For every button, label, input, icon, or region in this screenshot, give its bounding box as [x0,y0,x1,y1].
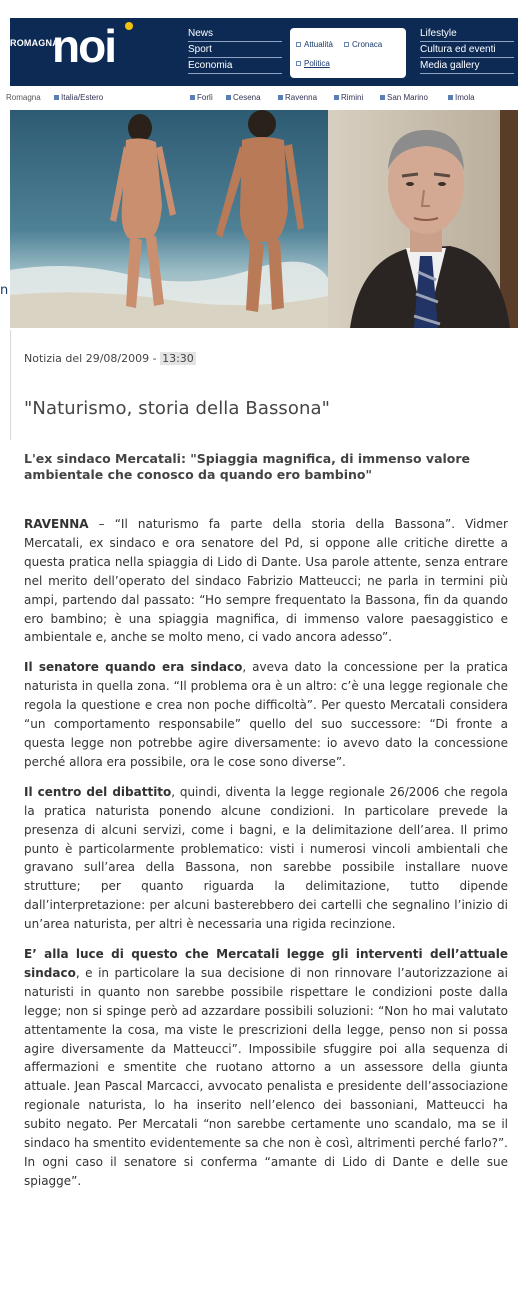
article-container [24,340,508,1202]
edge-text-fragment: n [0,283,9,298]
subnav-label: Cronaca [352,40,383,49]
subnav-attualita[interactable] [296,39,333,51]
paragraph-text: , quindi, diventa la legge regionale 26/2006 che regola la pratica naturista ponendo alcune condizioni. In particolare prevede la presenza di alcuni servizi, come i bagni, e la delimitazione dell’area. Il primo punto è particolarmente problematico: visti i numerosi vincoli ambientali che gravano sull’area della Bassona, non sarebbe possibile installare nuove strutture; per quanto riguarda la delimitazione, tutto dipende dall’interpretazione: per alcuni basterebbero dei cartelli che segnalino l’inizio di un’area naturista, per altri è necessaria una rigida recinzione. [24,784,508,932]
article-time: 13:30 [162,352,194,365]
news-subnav [290,28,406,78]
secondary-nav-bar [6,93,518,107]
beach-photo [10,110,328,328]
paragraph-lead: RAVENNA [24,517,89,531]
paragraph-text: , aveva dato la concessione per la pratica naturista in quella zona. “Il problema ora è un altro: c’è una legge regionale che regola la questione e crea non poche difficoltà”. Per questo Mercatali considera “un comportamento responsabile” quello del suo successore: “Di fronte a questa legge non potrebbe agire diversamente: io avevo dato la concessione perché allora era possibile, ora le cose sono diverse”. [24,660,508,769]
city-san-marino[interactable] [380,93,428,102]
bullet-icon [278,95,283,100]
city-label: Forlì [197,93,213,102]
subnav-cronaca[interactable] [344,39,382,51]
bullet-icon [226,95,231,100]
article-paragraph [24,945,508,1191]
city-label: San Marino [387,93,428,102]
portrait-photo [328,110,518,328]
bullet-icon [344,42,349,47]
article-date [24,352,508,365]
subnav-politica[interactable] [296,58,330,70]
nav-sport[interactable]: Sport [188,42,282,58]
nav-economia[interactable]: Economia [188,58,282,74]
article-body [24,515,508,1191]
bullet-icon [334,95,339,100]
article-subtitle: L'ex sindaco Mercatali: "Spiaggia magnifica, di immenso valore ambientale che conosco da quando ero bambino" [24,451,471,482]
crumb-romagna[interactable]: Romagna [6,93,41,102]
article-paragraph [24,783,508,934]
paragraph-lead: E’ alla luce di questo che Mercatali legge gli interventi dell’attuale sindaco [24,947,508,980]
bullet-icon [296,61,301,66]
bullet-icon [54,95,59,100]
city-label: Rimini [341,93,364,102]
nav-cultura-eventi[interactable]: Cultura ed eventi [420,42,514,58]
city-rimini[interactable] [334,93,363,102]
date-prefix: Notizia del 29/08/2009 - [24,352,157,365]
city-imola[interactable] [448,93,475,102]
subnav-label: Politica [304,59,330,68]
paragraph-text: , e in particolare la sua decisione di non rinnovare l’autorizzazione ai naturisti in quanto non sarebbe possibile rispettare le condizioni poste dalla legge; non si spinge però ad azzardare possibili soluzioni: “Non ho mai valutato attentamente la cosa, ma viste le prescrizioni della legge, penso non si possa agire diversamente da Matteucci”. Impossibile sfuggire poi alla sequenza di affermazioni e smentite che ruotano attorno a un assessore della giunta attuale. Jean Pascal Marcacci, avvocato penalista e presidente dell’associazione regionale naturista, lo ha inserito nell’elenco dei bassoniani, Matteucci ha subito negato. Per Mercatali “non sarebbe certamente uno scandalo, ma se il sindaco ha smentito evidentemente sa che non è così, altrimenti perché farlo?”. In ogni caso il senatore si conferma “amante di Lido di Dante e delle sue spiagge”. [24,965,508,1188]
logo-noi-text[interactable]: noi [52,20,115,72]
bullet-icon [448,95,453,100]
city-label: Ravenna [285,93,318,102]
main-nav-left [188,26,282,74]
logo-dot-icon [125,22,133,30]
crumb-italia-estero[interactable] [54,93,103,102]
paragraph-lead: Il senatore quando era sindaco [24,660,243,675]
article-hero-photos [10,110,518,328]
nav-media-gallery[interactable]: Media gallery [420,58,514,74]
article-paragraph [24,658,508,771]
city-cesena[interactable] [226,93,261,102]
left-rule-divider [10,330,11,440]
bullet-icon [296,42,301,47]
city-forli[interactable] [190,93,213,102]
article-paragraph [24,515,508,647]
city-label: Cesena [233,93,261,102]
bullet-icon [190,95,195,100]
hero-photos-svg [10,110,518,328]
crumb-label: Italia/Estero [61,93,104,102]
subnav-label: Attualità [304,40,333,49]
article-title: "Naturismo, storia della Bassona" [24,398,331,419]
main-nav-right [420,26,514,74]
bullet-icon [380,95,385,100]
paragraph-text: – “Il naturismo fa parte della storia della Bassona”. Vidmer Mercatali, ex sindaco e ora senatore del Pd, si oppone alle critiche dirette a questa pratica nella spiaggia di Lido di Dante. Usa parole attente, senza entrare nel merito dell’operato del sindaco Fabrizio Matteucci; ne parla in termini più ampi, partendo dal passato: “Ho sempre frequentato la Bassona, fin da quando ero bambino; è una spiaggia magnifica, di immenso valore paesaggistico e ambientale e, anche se molto meno, ci vado ancora adesso”. [24,517,508,645]
logo-romagna-text[interactable]: ROMAGNA [10,38,59,48]
paragraph-lead: Il centro del dibattito [24,784,172,799]
site-header [10,18,518,86]
nav-lifestyle[interactable]: Lifestyle [420,26,514,42]
city-label: Imola [455,93,475,102]
city-ravenna[interactable] [278,93,317,102]
nav-news[interactable]: News [188,26,282,42]
